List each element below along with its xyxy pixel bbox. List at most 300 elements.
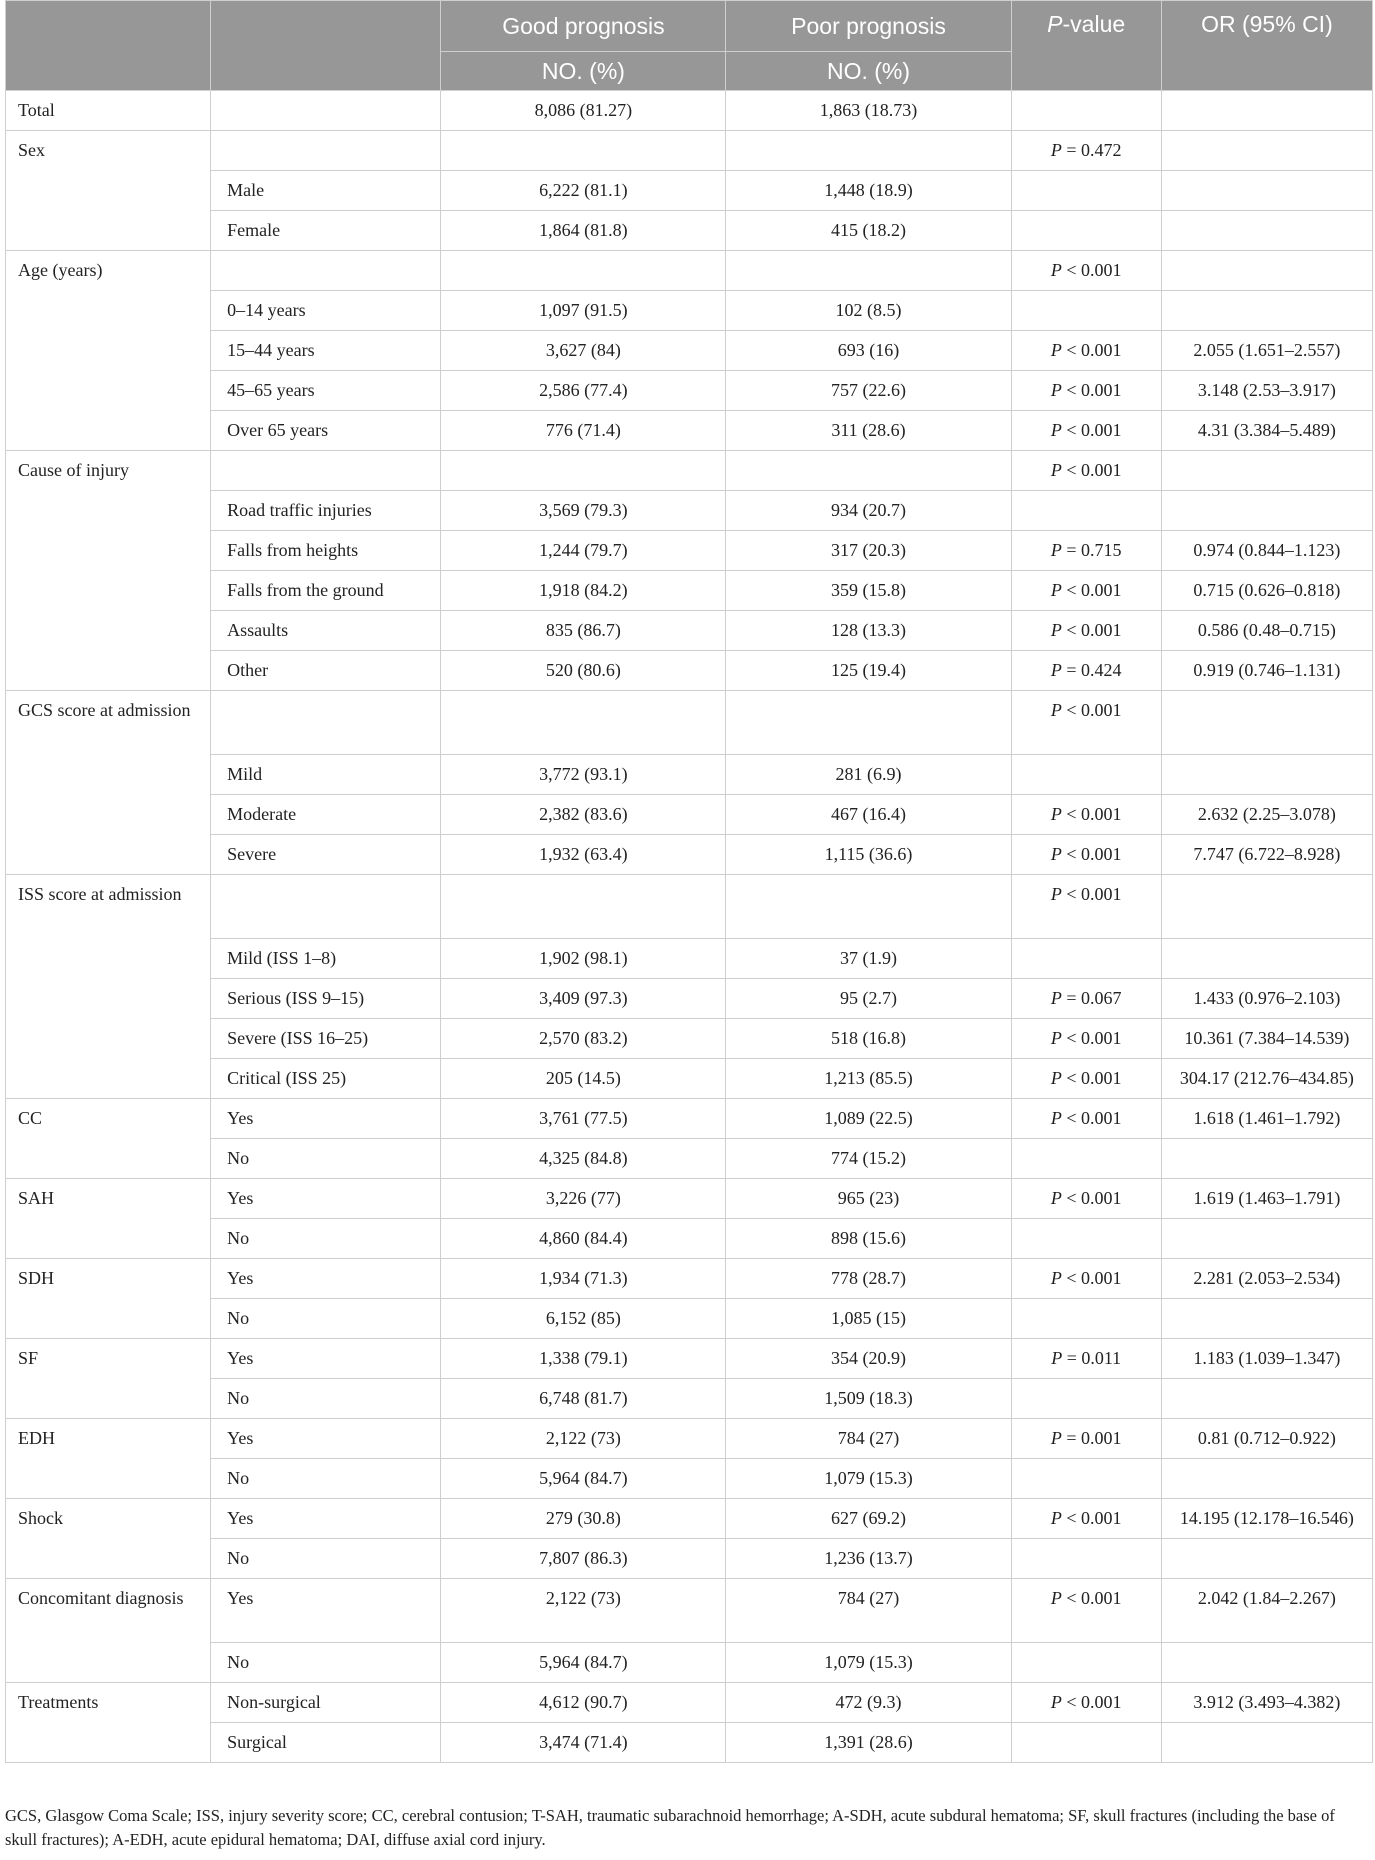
row-category: Cause of injury	[6, 451, 211, 691]
table-row	[6, 1059, 1373, 1099]
cell-p-value	[1011, 91, 1161, 131]
cell-good-prognosis: 835 (86.7)	[441, 611, 726, 651]
p-value-text: < 0.001	[1066, 460, 1122, 480]
table-row	[6, 691, 1373, 755]
row-subcategory: 45–65 years	[211, 371, 441, 411]
table-row	[6, 835, 1373, 875]
cell-odds-ratio	[1161, 451, 1372, 491]
cell-odds-ratio	[1161, 211, 1372, 251]
p-letter: P	[1050, 1108, 1062, 1128]
row-subcategory: Yes	[211, 1419, 441, 1459]
header-p-value	[1011, 1, 1161, 91]
cell-odds-ratio	[1161, 1459, 1372, 1499]
table-row	[6, 651, 1373, 691]
p-letter: P	[1050, 460, 1062, 480]
cell-poor-prognosis: 965 (23)	[726, 1179, 1011, 1219]
p-value-text: < 0.001	[1066, 1028, 1122, 1048]
table-row	[6, 875, 1373, 939]
cell-odds-ratio: 3.148 (2.53–3.917)	[1161, 371, 1372, 411]
cell-odds-ratio	[1161, 91, 1372, 131]
table-row	[6, 795, 1373, 835]
cell-good-prognosis: 4,325 (84.8)	[441, 1139, 726, 1179]
row-subcategory: 0–14 years	[211, 291, 441, 331]
p-value-text: < 0.001	[1066, 1692, 1122, 1712]
p-letter: P	[1050, 884, 1062, 904]
cell-p-value	[1011, 1139, 1161, 1179]
p-letter: P	[1050, 1268, 1062, 1288]
cell-poor-prognosis	[726, 131, 1011, 171]
cell-good-prognosis: 7,807 (86.3)	[441, 1539, 726, 1579]
table-footnote: GCS, Glasgow Coma Scale; ISS, injury severity score; CC, cerebral contusion; T-SAH, traumatic subarachnoid hemorrhage; A-SDH, acute subdural hematoma; SF, skull fractures (including the base of skull fractures); A-EDH, acute epidural hematoma; DAI, diffuse axial cord injury.	[5, 1806, 1335, 1849]
cell-p-value	[1011, 755, 1161, 795]
p-letter: P	[1050, 1692, 1062, 1712]
row-subcategory: No	[211, 1299, 441, 1339]
p-letter: P	[1050, 804, 1062, 824]
row-subcategory: Non-surgical	[211, 1683, 441, 1723]
table-row	[6, 1723, 1373, 1763]
p-value-text: < 0.001	[1066, 884, 1122, 904]
cell-poor-prognosis: 415 (18.2)	[726, 211, 1011, 251]
cell-p-value	[1011, 491, 1161, 531]
cell-good-prognosis: 2,382 (83.6)	[441, 795, 726, 835]
cell-poor-prognosis: 125 (19.4)	[726, 651, 1011, 691]
table-row	[6, 451, 1373, 491]
cell-good-prognosis: 205 (14.5)	[441, 1059, 726, 1099]
p-value-text: < 0.001	[1066, 340, 1122, 360]
p-value-text: = 0.715	[1066, 540, 1122, 560]
cell-odds-ratio	[1161, 875, 1372, 939]
p-value-text: < 0.001	[1066, 420, 1122, 440]
cell-poor-prognosis: 1,391 (28.6)	[726, 1723, 1011, 1763]
header-p-suffix: -value	[1062, 11, 1126, 37]
cell-p-value	[1011, 1723, 1161, 1763]
row-subcategory	[211, 91, 441, 131]
cell-poor-prognosis: 1,863 (18.73)	[726, 91, 1011, 131]
table-row	[6, 571, 1373, 611]
table-row	[6, 1459, 1373, 1499]
table-row	[6, 1499, 1373, 1539]
p-value-text: < 0.001	[1066, 804, 1122, 824]
cell-odds-ratio	[1161, 1723, 1372, 1763]
row-subcategory: Moderate	[211, 795, 441, 835]
table-row	[6, 1379, 1373, 1419]
cell-p-value	[1011, 835, 1161, 875]
cell-poor-prognosis: 627 (69.2)	[726, 1499, 1011, 1539]
p-letter: P	[1050, 260, 1062, 280]
cell-p-value	[1011, 1339, 1161, 1379]
header-good-subheader: NO. (%)	[441, 52, 726, 91]
row-subcategory: No	[211, 1379, 441, 1419]
p-letter: P	[1050, 1588, 1062, 1608]
cell-odds-ratio	[1161, 171, 1372, 211]
row-subcategory: Critical (ISS 25)	[211, 1059, 441, 1099]
cell-good-prognosis: 1,918 (84.2)	[441, 571, 726, 611]
p-value-text: = 0.011	[1066, 1348, 1122, 1368]
row-category: SAH	[6, 1179, 211, 1259]
table-row	[6, 1219, 1373, 1259]
table-row	[6, 1579, 1373, 1643]
cell-poor-prognosis: 784 (27)	[726, 1579, 1011, 1643]
cell-odds-ratio: 10.361 (7.384–14.539)	[1161, 1019, 1372, 1059]
cell-odds-ratio: 3.912 (3.493–4.382)	[1161, 1683, 1372, 1723]
cell-p-value	[1011, 1459, 1161, 1499]
table-row	[6, 979, 1373, 1019]
cell-poor-prognosis: 784 (27)	[726, 1419, 1011, 1459]
p-value-text: < 0.001	[1066, 1508, 1122, 1528]
cell-odds-ratio: 1.618 (1.461–1.792)	[1161, 1099, 1372, 1139]
cell-odds-ratio: 14.195 (12.178–16.546)	[1161, 1499, 1372, 1539]
cell-p-value	[1011, 979, 1161, 1019]
table-row	[6, 1683, 1373, 1723]
cell-p-value	[1011, 691, 1161, 755]
row-subcategory: Female	[211, 211, 441, 251]
table-row	[6, 1299, 1373, 1339]
table-row	[6, 371, 1373, 411]
p-letter: P	[1051, 1348, 1063, 1368]
cell-good-prognosis: 2,586 (77.4)	[441, 371, 726, 411]
cell-odds-ratio	[1161, 491, 1372, 531]
p-letter: P	[1050, 580, 1062, 600]
header-p-letter: P	[1047, 11, 1063, 37]
p-letter: P	[1050, 660, 1062, 680]
cell-good-prognosis: 2,570 (83.2)	[441, 1019, 726, 1059]
row-subcategory: Mild (ISS 1–8)	[211, 939, 441, 979]
p-letter: P	[1050, 140, 1062, 160]
cell-odds-ratio: 2.042 (1.84–2.267)	[1161, 1579, 1372, 1643]
p-letter: P	[1050, 1068, 1062, 1088]
cell-good-prognosis: 279 (30.8)	[441, 1499, 726, 1539]
cell-good-prognosis: 776 (71.4)	[441, 411, 726, 451]
table-row	[6, 171, 1373, 211]
row-category: GCS score at admission	[6, 691, 211, 875]
cell-poor-prognosis: 281 (6.9)	[726, 755, 1011, 795]
p-letter: P	[1050, 420, 1062, 440]
p-value-text: = 0.001	[1066, 1428, 1122, 1448]
row-subcategory	[211, 691, 441, 755]
table-row	[6, 1419, 1373, 1459]
cell-p-value	[1011, 131, 1161, 171]
cell-good-prognosis: 3,569 (79.3)	[441, 491, 726, 531]
cell-good-prognosis: 6,748 (81.7)	[441, 1379, 726, 1419]
cell-odds-ratio	[1161, 291, 1372, 331]
cell-p-value	[1011, 1579, 1161, 1643]
p-value-text: < 0.001	[1066, 1068, 1122, 1088]
table-header	[6, 1, 1373, 91]
cell-poor-prognosis	[726, 451, 1011, 491]
cell-poor-prognosis: 518 (16.8)	[726, 1019, 1011, 1059]
p-letter: P	[1050, 1508, 1062, 1528]
row-category: Concomitant diagnosis	[6, 1579, 211, 1683]
p-value-text: < 0.001	[1066, 380, 1122, 400]
row-subcategory: No	[211, 1539, 441, 1579]
table-row	[6, 1019, 1373, 1059]
row-subcategory: No	[211, 1219, 441, 1259]
row-subcategory: Falls from the ground	[211, 571, 441, 611]
cell-poor-prognosis: 1,089 (22.5)	[726, 1099, 1011, 1139]
cell-p-value	[1011, 1299, 1161, 1339]
cell-p-value	[1011, 1179, 1161, 1219]
p-letter: P	[1050, 988, 1062, 1008]
cell-good-prognosis: 2,122 (73)	[441, 1579, 726, 1643]
cell-good-prognosis: 520 (80.6)	[441, 651, 726, 691]
row-subcategory: Yes	[211, 1259, 441, 1299]
p-value-text: = 0.472	[1066, 140, 1122, 160]
cell-good-prognosis	[441, 691, 726, 755]
table-row	[6, 291, 1373, 331]
p-value-text: < 0.001	[1066, 1188, 1122, 1208]
cell-good-prognosis	[441, 451, 726, 491]
table-row	[6, 491, 1373, 531]
cell-poor-prognosis: 128 (13.3)	[726, 611, 1011, 651]
row-category: Treatments	[6, 1683, 211, 1763]
table-row	[6, 1339, 1373, 1379]
row-subcategory: Surgical	[211, 1723, 441, 1763]
table-row	[6, 331, 1373, 371]
cell-good-prognosis: 4,612 (90.7)	[441, 1683, 726, 1723]
row-subcategory: Male	[211, 171, 441, 211]
prognosis-table-container	[5, 0, 1373, 1763]
cell-poor-prognosis: 95 (2.7)	[726, 979, 1011, 1019]
table-row	[6, 91, 1373, 131]
cell-p-value	[1011, 611, 1161, 651]
p-value-text: = 0.067	[1066, 988, 1122, 1008]
cell-p-value	[1011, 1643, 1161, 1683]
p-letter: P	[1050, 620, 1062, 640]
cell-poor-prognosis: 774 (15.2)	[726, 1139, 1011, 1179]
cell-good-prognosis: 6,222 (81.1)	[441, 171, 726, 211]
p-letter: P	[1050, 1188, 1062, 1208]
cell-odds-ratio: 2.281 (2.053–2.534)	[1161, 1259, 1372, 1299]
cell-good-prognosis: 5,964 (84.7)	[441, 1459, 726, 1499]
cell-p-value	[1011, 171, 1161, 211]
row-category: CC	[6, 1099, 211, 1179]
cell-good-prognosis	[441, 131, 726, 171]
header-blank-category	[6, 1, 211, 91]
cell-good-prognosis: 5,964 (84.7)	[441, 1643, 726, 1683]
table-row	[6, 1259, 1373, 1299]
cell-poor-prognosis: 1,509 (18.3)	[726, 1379, 1011, 1419]
cell-p-value	[1011, 651, 1161, 691]
row-subcategory: Assaults	[211, 611, 441, 651]
cell-poor-prognosis: 359 (15.8)	[726, 571, 1011, 611]
table-row	[6, 131, 1373, 171]
row-subcategory: No	[211, 1459, 441, 1499]
cell-good-prognosis: 1,244 (79.7)	[441, 531, 726, 571]
p-letter: P	[1050, 700, 1062, 720]
table-row	[6, 531, 1373, 571]
cell-poor-prognosis: 1,448 (18.9)	[726, 171, 1011, 211]
cell-poor-prognosis: 472 (9.3)	[726, 1683, 1011, 1723]
cell-poor-prognosis: 934 (20.7)	[726, 491, 1011, 531]
cell-good-prognosis: 1,934 (71.3)	[441, 1259, 726, 1299]
cell-poor-prognosis: 311 (28.6)	[726, 411, 1011, 451]
p-letter: P	[1050, 340, 1062, 360]
p-letter: P	[1050, 540, 1062, 560]
prognosis-table	[5, 0, 1373, 1763]
cell-odds-ratio	[1161, 1643, 1372, 1683]
cell-p-value	[1011, 875, 1161, 939]
row-subcategory	[211, 875, 441, 939]
cell-odds-ratio: 7.747 (6.722–8.928)	[1161, 835, 1372, 875]
p-value-text: < 0.001	[1066, 580, 1122, 600]
cell-good-prognosis: 1,864 (81.8)	[441, 211, 726, 251]
table-row	[6, 1643, 1373, 1683]
row-subcategory: Mild	[211, 755, 441, 795]
row-subcategory: Other	[211, 651, 441, 691]
cell-odds-ratio	[1161, 1139, 1372, 1179]
cell-p-value	[1011, 1499, 1161, 1539]
row-subcategory: Road traffic injuries	[211, 491, 441, 531]
cell-poor-prognosis: 467 (16.4)	[726, 795, 1011, 835]
cell-good-prognosis: 4,860 (84.4)	[441, 1219, 726, 1259]
cell-p-value	[1011, 331, 1161, 371]
cell-odds-ratio: 1.619 (1.463–1.791)	[1161, 1179, 1372, 1219]
row-subcategory: Falls from heights	[211, 531, 441, 571]
row-category: SDH	[6, 1259, 211, 1339]
row-subcategory: No	[211, 1643, 441, 1683]
cell-p-value	[1011, 1099, 1161, 1139]
cell-p-value	[1011, 1019, 1161, 1059]
cell-p-value	[1011, 1059, 1161, 1099]
header-blank-subcategory	[211, 1, 441, 91]
cell-poor-prognosis: 37 (1.9)	[726, 939, 1011, 979]
row-subcategory	[211, 131, 441, 171]
cell-poor-prognosis: 317 (20.3)	[726, 531, 1011, 571]
header-good-prognosis: Good prognosis	[441, 1, 726, 52]
cell-odds-ratio	[1161, 131, 1372, 171]
cell-odds-ratio: 2.632 (2.25–3.078)	[1161, 795, 1372, 835]
cell-good-prognosis	[441, 875, 726, 939]
row-subcategory: Severe	[211, 835, 441, 875]
p-value-text: < 0.001	[1066, 844, 1122, 864]
row-subcategory: 15–44 years	[211, 331, 441, 371]
cell-p-value	[1011, 291, 1161, 331]
cell-good-prognosis: 2,122 (73)	[441, 1419, 726, 1459]
p-value-text: < 0.001	[1066, 1108, 1122, 1128]
row-subcategory: Yes	[211, 1099, 441, 1139]
cell-p-value	[1011, 1683, 1161, 1723]
cell-odds-ratio	[1161, 939, 1372, 979]
row-subcategory	[211, 451, 441, 491]
cell-good-prognosis: 3,627 (84)	[441, 331, 726, 371]
cell-p-value	[1011, 939, 1161, 979]
row-category: ISS score at admission	[6, 875, 211, 1099]
cell-good-prognosis: 3,409 (97.3)	[441, 979, 726, 1019]
cell-p-value	[1011, 1419, 1161, 1459]
table-body	[6, 91, 1373, 1763]
cell-odds-ratio	[1161, 251, 1372, 291]
cell-p-value	[1011, 1539, 1161, 1579]
p-value-text: < 0.001	[1066, 1268, 1122, 1288]
row-subcategory: No	[211, 1139, 441, 1179]
cell-good-prognosis	[441, 251, 726, 291]
table-row	[6, 251, 1373, 291]
cell-good-prognosis: 1,932 (63.4)	[441, 835, 726, 875]
cell-odds-ratio: 0.81 (0.712–0.922)	[1161, 1419, 1372, 1459]
table-row	[6, 611, 1373, 651]
cell-p-value	[1011, 531, 1161, 571]
cell-odds-ratio: 1.183 (1.039–1.347)	[1161, 1339, 1372, 1379]
cell-odds-ratio	[1161, 1379, 1372, 1419]
cell-poor-prognosis: 1,236 (13.7)	[726, 1539, 1011, 1579]
cell-poor-prognosis: 898 (15.6)	[726, 1219, 1011, 1259]
cell-odds-ratio: 304.17 (212.76–434.85)	[1161, 1059, 1372, 1099]
row-category: Sex	[6, 131, 211, 251]
cell-poor-prognosis	[726, 251, 1011, 291]
cell-p-value	[1011, 1259, 1161, 1299]
cell-p-value	[1011, 571, 1161, 611]
cell-good-prognosis: 1,338 (79.1)	[441, 1339, 726, 1379]
row-subcategory: Severe (ISS 16–25)	[211, 1019, 441, 1059]
header-poor-prognosis: Poor prognosis	[726, 1, 1011, 52]
cell-poor-prognosis: 102 (8.5)	[726, 291, 1011, 331]
cell-p-value	[1011, 371, 1161, 411]
cell-good-prognosis: 8,086 (81.27)	[441, 91, 726, 131]
p-value-text: < 0.001	[1066, 700, 1122, 720]
table-row	[6, 1099, 1373, 1139]
table-row	[6, 211, 1373, 251]
cell-odds-ratio	[1161, 755, 1372, 795]
p-letter: P	[1050, 380, 1062, 400]
p-value-text: = 0.424	[1066, 660, 1122, 680]
p-letter: P	[1050, 1028, 1062, 1048]
cell-odds-ratio	[1161, 1219, 1372, 1259]
cell-odds-ratio	[1161, 691, 1372, 755]
cell-poor-prognosis	[726, 875, 1011, 939]
table-row	[6, 1539, 1373, 1579]
cell-poor-prognosis: 1,213 (85.5)	[726, 1059, 1011, 1099]
p-value-text: < 0.001	[1066, 620, 1122, 640]
cell-good-prognosis: 1,097 (91.5)	[441, 291, 726, 331]
cell-odds-ratio: 4.31 (3.384–5.489)	[1161, 411, 1372, 451]
cell-odds-ratio: 0.919 (0.746–1.131)	[1161, 651, 1372, 691]
row-subcategory	[211, 251, 441, 291]
cell-poor-prognosis: 778 (28.7)	[726, 1259, 1011, 1299]
p-value-text: < 0.001	[1066, 260, 1122, 280]
cell-p-value	[1011, 211, 1161, 251]
row-subcategory: Yes	[211, 1499, 441, 1539]
cell-odds-ratio	[1161, 1539, 1372, 1579]
cell-poor-prognosis: 693 (16)	[726, 331, 1011, 371]
cell-p-value	[1011, 251, 1161, 291]
row-category: Total	[6, 91, 211, 131]
cell-p-value	[1011, 1219, 1161, 1259]
cell-p-value	[1011, 411, 1161, 451]
cell-odds-ratio: 0.974 (0.844–1.123)	[1161, 531, 1372, 571]
row-category: SF	[6, 1339, 211, 1419]
table-row	[6, 411, 1373, 451]
cell-odds-ratio	[1161, 1299, 1372, 1339]
row-subcategory: Serious (ISS 9–15)	[211, 979, 441, 1019]
cell-good-prognosis: 3,761 (77.5)	[441, 1099, 726, 1139]
table-row	[6, 1179, 1373, 1219]
row-category: EDH	[6, 1419, 211, 1499]
row-category: Shock	[6, 1499, 211, 1579]
cell-good-prognosis: 3,772 (93.1)	[441, 755, 726, 795]
cell-good-prognosis: 3,474 (71.4)	[441, 1723, 726, 1763]
cell-p-value	[1011, 451, 1161, 491]
cell-poor-prognosis: 354 (20.9)	[726, 1339, 1011, 1379]
cell-good-prognosis: 1,902 (98.1)	[441, 939, 726, 979]
header-poor-subheader: NO. (%)	[726, 52, 1011, 91]
table-row	[6, 1139, 1373, 1179]
row-category: Age (years)	[6, 251, 211, 451]
row-subcategory: Yes	[211, 1579, 441, 1643]
cell-poor-prognosis: 1,085 (15)	[726, 1299, 1011, 1339]
cell-p-value	[1011, 1379, 1161, 1419]
cell-poor-prognosis: 1,115 (36.6)	[726, 835, 1011, 875]
cell-p-value	[1011, 795, 1161, 835]
